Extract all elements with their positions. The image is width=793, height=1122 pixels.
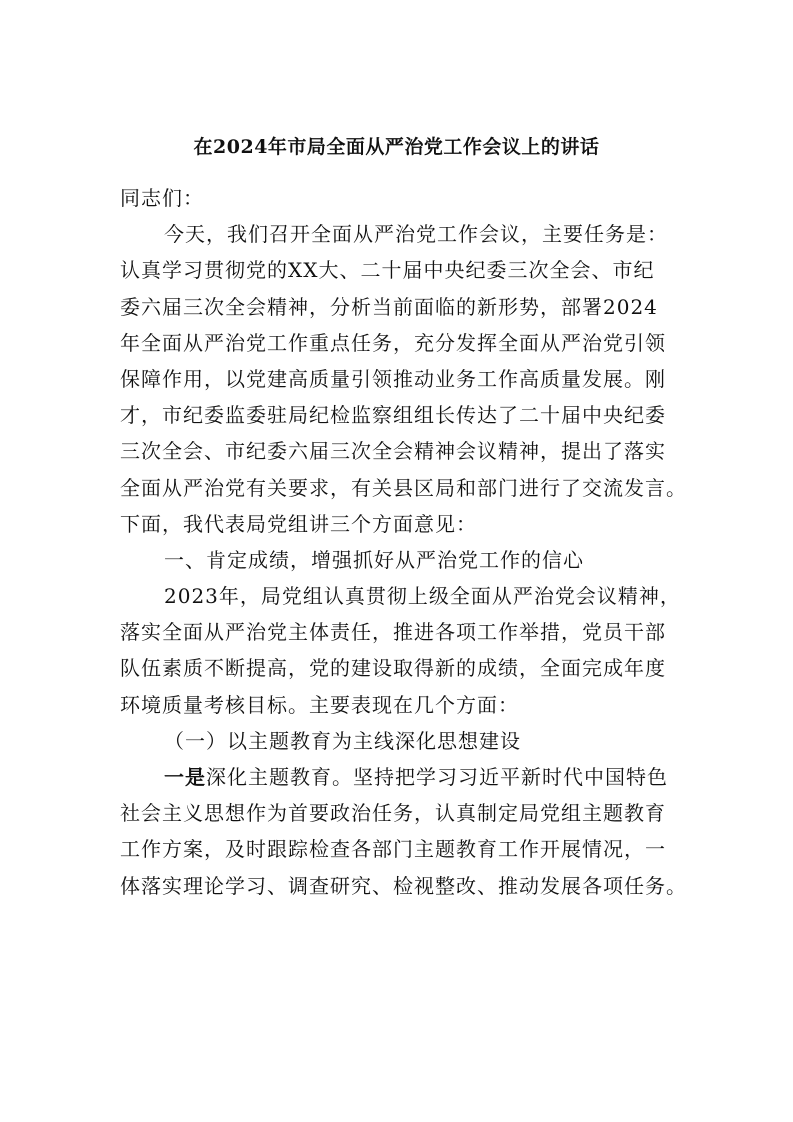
line-text: 全面从严治党有关要求，有关县区局和部门进行了交流发言。 xyxy=(120,475,687,500)
body-line xyxy=(120,216,690,252)
line-text: 环境质量考核目标。主要表现在几个方面： xyxy=(120,692,519,717)
line-text: 落实全面从严治党主体责任，推进各项工作举措，党员干部 xyxy=(120,620,666,645)
line-text: 工作方案，及时跟踪检查各部门主题教育工作开展情况，一 xyxy=(120,837,666,862)
line-text: 2023年，局党组认真贯彻上级全面从严治党会议精神， xyxy=(164,584,681,609)
body-line xyxy=(120,470,690,506)
line-text: 保障作用，以党建高质量引领推动业务工作高质量发展。刚 xyxy=(120,366,666,391)
body-line xyxy=(120,723,690,759)
line-text: 委六届三次全会精神，分析当前面临的新形势，部署2024 xyxy=(120,294,658,319)
body-line xyxy=(120,614,690,650)
body-line xyxy=(120,361,690,397)
line-text: （一）以主题教育为主线深化思想建设 xyxy=(164,728,521,753)
line-text: 年全面从严治党工作重点任务，充分发挥全面从严治党引领 xyxy=(120,330,666,355)
body-line xyxy=(120,289,690,325)
body-line xyxy=(120,542,690,578)
body-line xyxy=(120,252,690,288)
line-text: 社会主义思想作为首要政治任务，认真制定局党组主题教育 xyxy=(120,801,666,826)
line-text: 深化主题教育。坚持把学习习近平新时代中国特色 xyxy=(206,765,668,789)
body-line xyxy=(120,687,690,723)
line-text: 体落实理论学习、调查研究、检视整改、推动发展各项任务。 xyxy=(120,873,687,898)
body-line xyxy=(120,325,690,361)
line-text: 下面，我代表局党组讲三个方面意见： xyxy=(120,511,477,536)
line-text: 才，市纪委监委驻局纪检监察组组长传达了二十届中央纪委 xyxy=(120,403,666,428)
body-line xyxy=(120,795,690,831)
line-text: 三次全会、市纪委六届三次全会精神会议精神，提出了落实 xyxy=(120,439,666,464)
line-text: 一、肯定成绩，增强抓好从严治党工作的信心 xyxy=(164,547,584,572)
line-text: 今天，我们召开全面从严治党工作会议，主要任务是： xyxy=(164,222,668,247)
document-body xyxy=(120,180,690,904)
body-line xyxy=(120,650,690,686)
body-line xyxy=(120,868,690,904)
line-text: 认真学习贯彻党的XX大、二十届中央纪委三次全会、市纪 xyxy=(120,258,655,283)
body-line xyxy=(120,397,690,433)
document-title: 在2024年市局全面从严治党工作会议上的讲话 xyxy=(193,136,600,158)
salutation: 同志们： xyxy=(120,186,204,210)
body-line xyxy=(120,831,690,867)
line-text: 队伍素质不断提高，党的建设取得新的成绩，全面完成年度 xyxy=(120,656,666,681)
body-line xyxy=(120,433,690,469)
body-line xyxy=(120,759,690,795)
body-line xyxy=(120,506,690,542)
lead-emphasis: 一是 xyxy=(164,765,206,789)
body-line xyxy=(120,578,690,614)
